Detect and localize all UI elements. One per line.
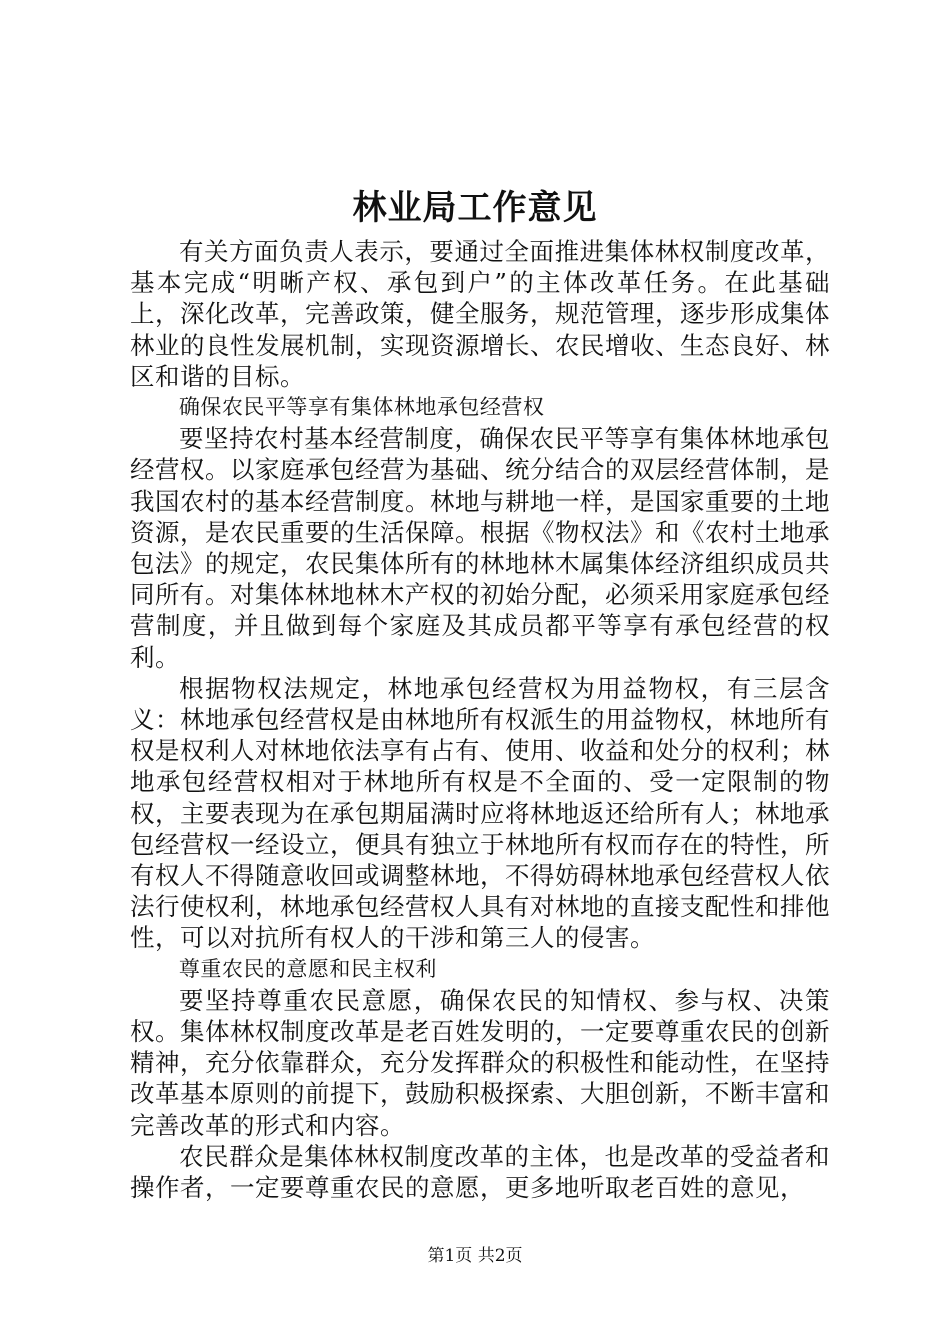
paragraph-farmer-subject: 农民群众是集体林权制度改革的主体，也是改革的受益者和操作者，一定要尊重农民的意愿，更多地听取老百姓的意见， [130, 1141, 830, 1203]
paragraph-land-rights: 要坚持农村基本经营制度，确保农民平等享有集体林地承包经营权。以家庭承包经营为基础、统分结合的双层经营体制，是我国农村的基本经营制度。林地与耕地一样，是国家重要的土地资源，是农民重要的生活保障。根据《物权法》和《农村土地承包法》的规定，农民集体所有的林地林木属集体经济组织成员共同所有。对集体林地林木产权的初始分配，必须采用家庭承包经营制度，并且做到每个家庭及其成员都平等享有承包经营的权利。 [130, 424, 830, 672]
paragraph-farmer-will: 要坚持尊重农民意愿，确保农民的知情权、参与权、决策权。集体林权制度改革是老百姓发明的，一定要尊重农民的创新精神，充分依靠群众，充分发挥群众的积极性和能动性，在坚持改革基本原则的前提下，鼓励积极探索、大胆创新，不断丰富和完善改革的形式和内容。 [130, 985, 830, 1140]
section-heading-land-rights: 确保农民平等享有集体林地承包经营权 [178, 395, 545, 420]
paragraph-intro: 有关方面负责人表示，要通过全面推进集体林权制度改革，基本完成“明晰产权、承包到户”的主体改革任务。在此基础上，深化改革，完善政策，健全服务，规范管理，逐步形成集体林业的良性发展机制，实现资源增长、农民增收、生态良好、林区和谐的目标。 [130, 237, 830, 391]
document-body [130, 236, 830, 1203]
document-title: 林业局工作意见 [352, 188, 598, 228]
page-footer: 第1页 共2页 [427, 1246, 523, 1266]
section-heading-farmer-will: 尊重农民的意愿和民主权利 [178, 956, 437, 981]
paragraph-property-law: 根据物权法规定，林地承包经营权为用益物权，有三层含义：林地承包经营权是由林地所有权派生的用益物权，林地所有权是权利人对林地依法享有占有、使用、收益和处分的权利；林地承包经营权相对于林地所有权是不全面的、受一定限制的物权，主要表现为在承包期届满时应将林地返还给所有人；林地承包经营权一经设立，便具有独立于林地所有权而存在的特性，所有权人不得随意收回或调整林地，不得妨碍林地承包经营权人依法行使权利，林地承包经营权人具有对林地的直接支配性和排他性，可以对抗所有权人的干涉和第三人的侵害。 [130, 673, 830, 953]
